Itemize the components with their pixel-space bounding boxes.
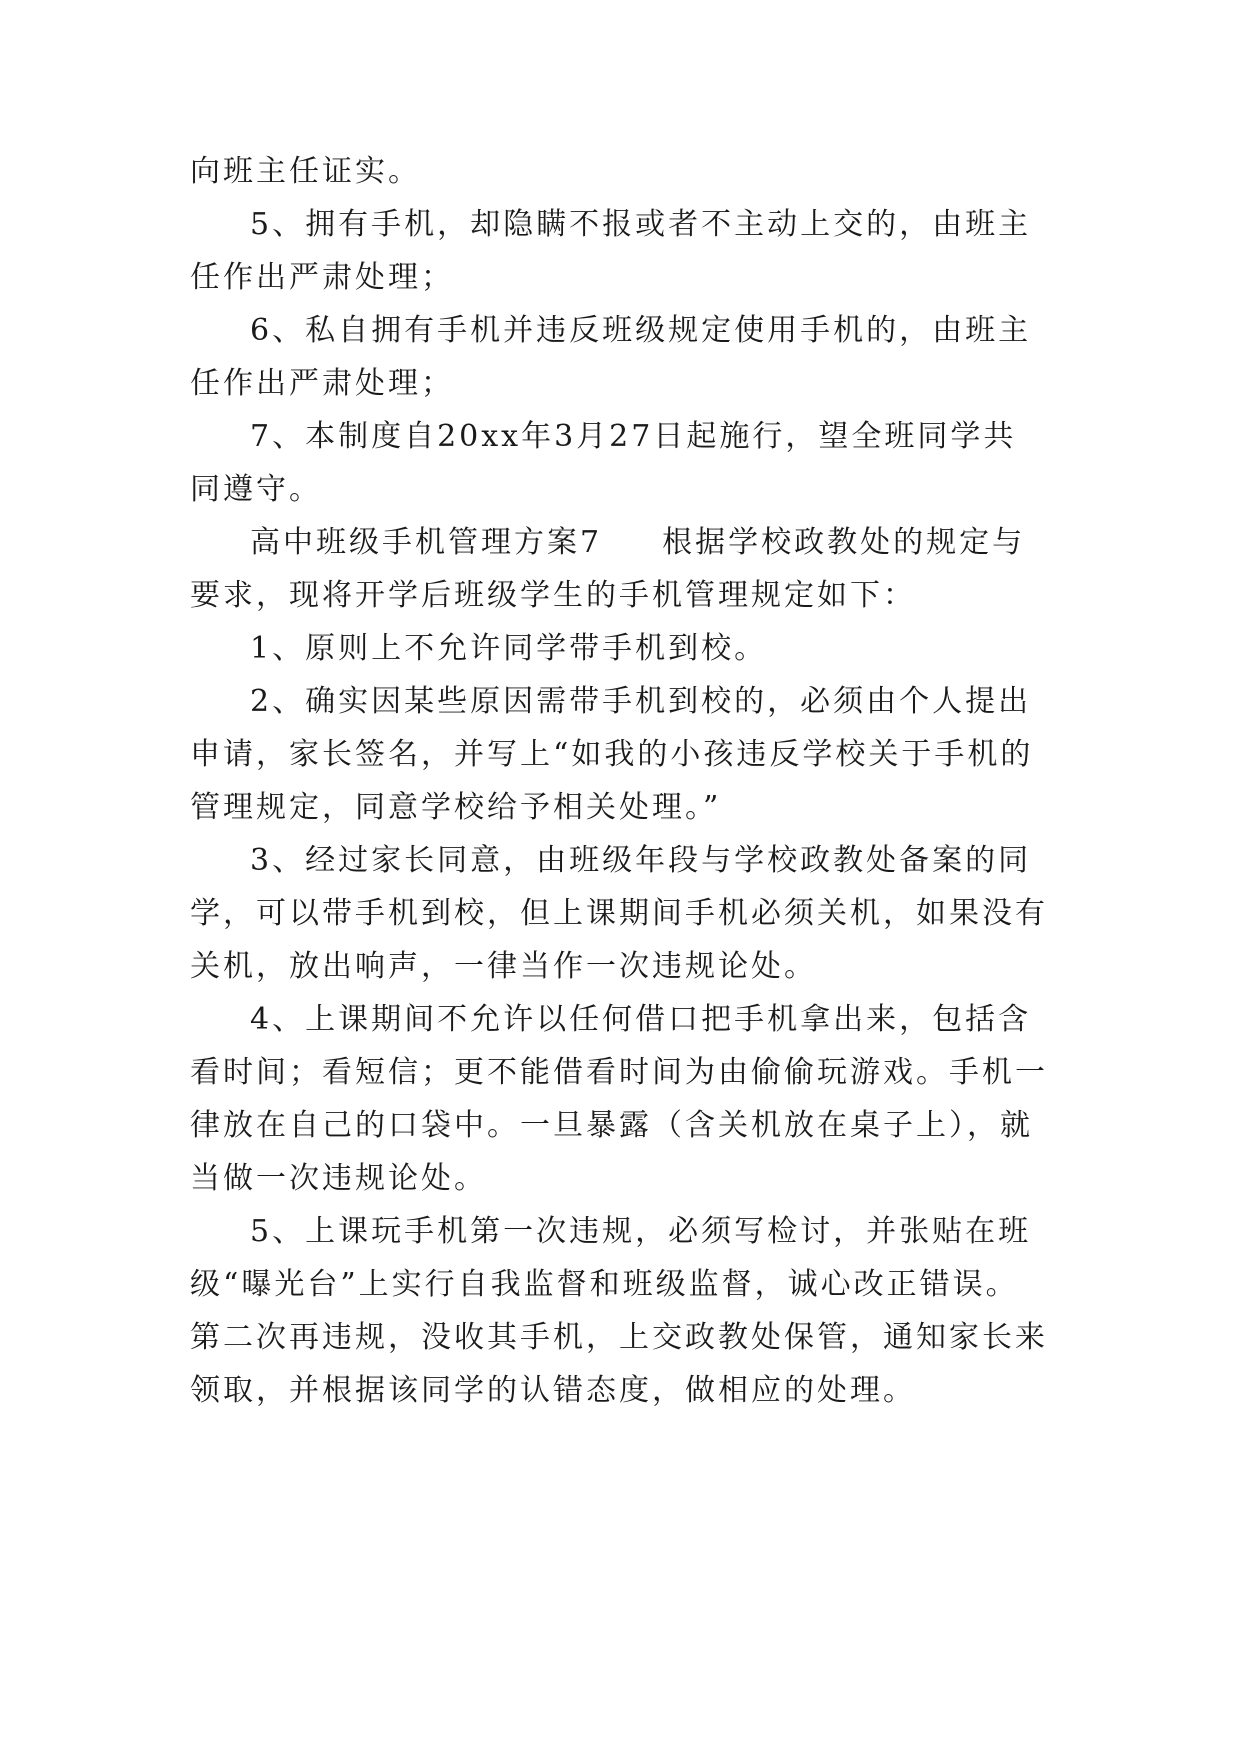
text-line: 任作出严肃处理； [190, 366, 454, 401]
text-line: 向班主任证实。 [190, 154, 421, 189]
text-line: 5、拥有手机，却隐瞒不报或者不主动上交的，由班主 [250, 207, 1032, 242]
text-line: 级“曝光台”上实行自我监督和班级监督，诚心改正错误。 [190, 1267, 1019, 1302]
text-line: 律放在自己的口袋中。一旦暴露（含关机放在桌子上），就 [190, 1108, 1033, 1143]
text-line: 4、上课期间不允许以任何借口把手机拿出来，包括含 [250, 1002, 1032, 1037]
text-line: 同遵守。 [190, 472, 322, 507]
section-heading-line [250, 523, 1025, 563]
text-line: 学，可以带手机到校，但上课期间手机必须关机，如果没有 [190, 896, 1048, 931]
text-line: 7、本制度自20xx年3月27日起施行，望全班同学共 [250, 419, 1017, 454]
text-line: 3、经过家长同意，由班级年段与学校政教处备案的同 [250, 843, 1032, 878]
text-line: 1、原则上不允许同学带手机到校。 [250, 631, 768, 666]
text-line: 要求，现将开学后班级学生的手机管理规定如下： [190, 578, 916, 613]
text-line: 领取，并根据该同学的认错态度，做相应的处理。 [190, 1373, 916, 1408]
text-line: 任作出严肃处理； [190, 260, 454, 295]
text-line: 关机，放出响声，一律当作一次违规论处。 [190, 949, 817, 984]
text-line: 5、上课玩手机第一次违规，必须写检讨，并张贴在班 [250, 1214, 1032, 1249]
text-line: 根据学校政教处的规定与 [662, 525, 1026, 560]
text-line: 6、私自拥有手机并违反班级规定使用手机的，由班主 [250, 313, 1032, 348]
text-line: 管理规定，同意学校给予相关处理。” [190, 790, 722, 825]
text-line: 第二次再违规，没收其手机，上交政教处保管，通知家长来 [190, 1320, 1048, 1355]
text-line: 看时间；看短信；更不能借看时间为由偷偷玩游戏。手机一 [190, 1055, 1048, 1090]
section-title: 高中班级手机管理方案7 [250, 525, 603, 560]
text-line: 当做一次违规论处。 [190, 1161, 487, 1196]
text-line: 申请，家长签名，并写上“如我的小孩违反学校关于手机的 [190, 737, 1034, 772]
text-line: 2、确实因某些原因需带手机到校的，必须由个人提出 [250, 684, 1032, 719]
